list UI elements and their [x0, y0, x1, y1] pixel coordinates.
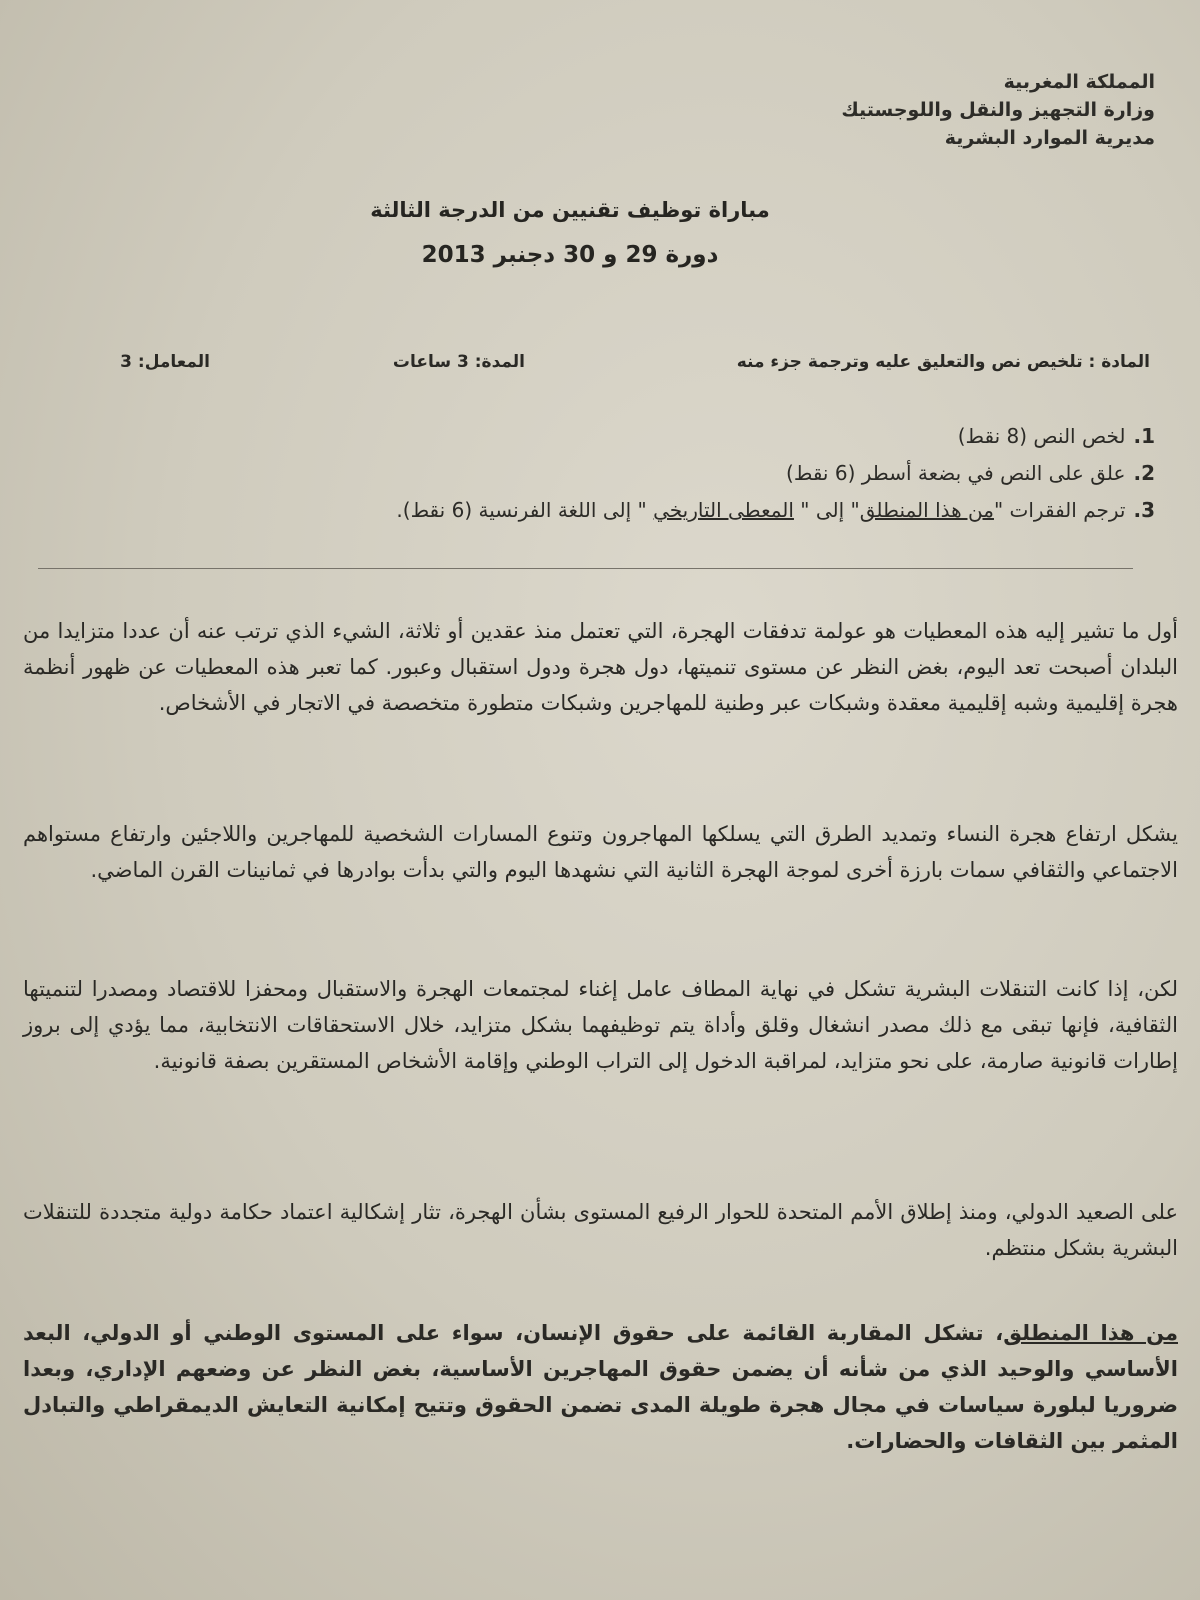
question-number: 2.: [1133, 461, 1155, 485]
question-range-start: من هذا المنطلق: [859, 498, 994, 522]
question-text-mid: " إلى ": [793, 498, 860, 522]
text-paragraph-4: على الصعيد الدولي، ومنذ إطلاق الأمم المتحدة للحوار الرفيع المستوى بشأن الهجرة، تثار إشكالية اعتماد حكامة دولية متجددة للتنقلات البشرية بشكل منتظم.: [23, 1200, 1178, 1260]
ministry-header: [735, 68, 1155, 152]
question-item: [55, 492, 1155, 529]
question-text-post: " إلى اللغة الفرنسية (6 نقط).: [396, 498, 654, 522]
question-number: 3.: [1133, 498, 1155, 522]
question-text-pre: ترجم الفقرات ": [993, 498, 1126, 522]
paragraph-5-rest: ، تشكل المقاربة القائمة على حقوق الإنسان، سواء على المستوى الوطني أو الدولي، البعد الأساسي والوحيد الذي من شأنه أن يضمن حقوق المهاجرين الأساسية، بغض النظر عن وضعهم الإداري، وبعدا ضروريا لبلورة سياسات في مجال هجرة طويلة المدى تضمن الحقوق وتتيح إمكانية التعايش الديمقراطي والتبادل المثمر بين الثقافات والحضارات.: [23, 1321, 1178, 1453]
paragraph-5-lead: من هذا المنطلق: [1003, 1321, 1178, 1345]
text-paragraph-3: لكن، إذا كانت التنقلات البشرية تشكل في نهاية المطاف عامل إغناء لمجتمعات الهجرة والاستقبال ومحفزا للاقتصاد ومصدرا لتنميتها الثقافية، فإنها تبقى مع ذلك مصدر انشغال وقلق وأداة يتم توظيفهما بشكل متزايد، خلال الاستحقاقات الانتخابية، مما يؤدي إلى بروز إطارات قانونية صارمة، على نحو متزايد، لمراقبة الدخول إلى التراب الوطني وإقامة الأشخاص المستقرين بصفة قانونية.: [23, 977, 1178, 1073]
question-list: [55, 418, 1155, 529]
text-paragraph-2: يشكل ارتفاع هجرة النساء وتمديد الطرق التي يسلكها المهاجرون وتنوع المسارات الشخصية للمهاجرين واللاجئين وارتفاع مستواهم الاجتماعي والثقافي سمات بارزة أخرى لموجة الهجرة الثانية التي نشهدها اليوم والتي بدأت بوادرها في ثمانينات القرن الماضي.: [23, 822, 1178, 882]
question-text: علق على النص في بضعة أسطر (6 نقط): [786, 461, 1126, 485]
question-text: لخص النص (8 نقط): [957, 424, 1126, 448]
question-range-end: المعطى التاريخي: [653, 498, 794, 522]
exam-subject: المادة : تلخيص نص والتعليق عليه وترجمة جزء منه: [736, 352, 1150, 372]
question-item: [55, 455, 1155, 492]
header-ministry: وزارة التجهيز والنقل واللوجستيك: [841, 99, 1155, 121]
exam-session: دورة 29 و 30 دجنبر 2013: [421, 242, 719, 268]
exam-title: مباراة توظيف تقنيين من الدرجة الثالثة: [370, 198, 770, 222]
text-paragraph-1: أول ما تشير إليه هذه المعطيات هو عولمة تدفقات الهجرة، التي تعتمل منذ عقدين أو ثلاثة، الشيء الذي ترتب عنه أن عددا متزايدا من البلدان أصبحت تعد اليوم، بغض النظر عن مستوى تنميتها، دول هجرة ودول استقبال وعبور. كما تعبر هذه المعطيات عن ظهور أنظمة هجرة إقليمية وشبه إقليمية معقدة وشبكات عبر وطنية للمهاجرين وشبكات متطورة متخصصة في الاتجار في الأشخاص.: [23, 619, 1178, 715]
header-directorate: مديرية الموارد البشرية: [944, 127, 1155, 149]
section-divider: [38, 568, 1133, 569]
header-kingdom: المملكة المغربية: [1003, 71, 1155, 93]
exam-duration: المدة: 3 ساعات: [392, 352, 525, 372]
exam-coefficient: المعامل: 3: [120, 352, 210, 372]
text-paragraph-5: [23, 1315, 1178, 1459]
question-number: 1.: [1133, 424, 1155, 448]
question-item: [55, 418, 1155, 455]
